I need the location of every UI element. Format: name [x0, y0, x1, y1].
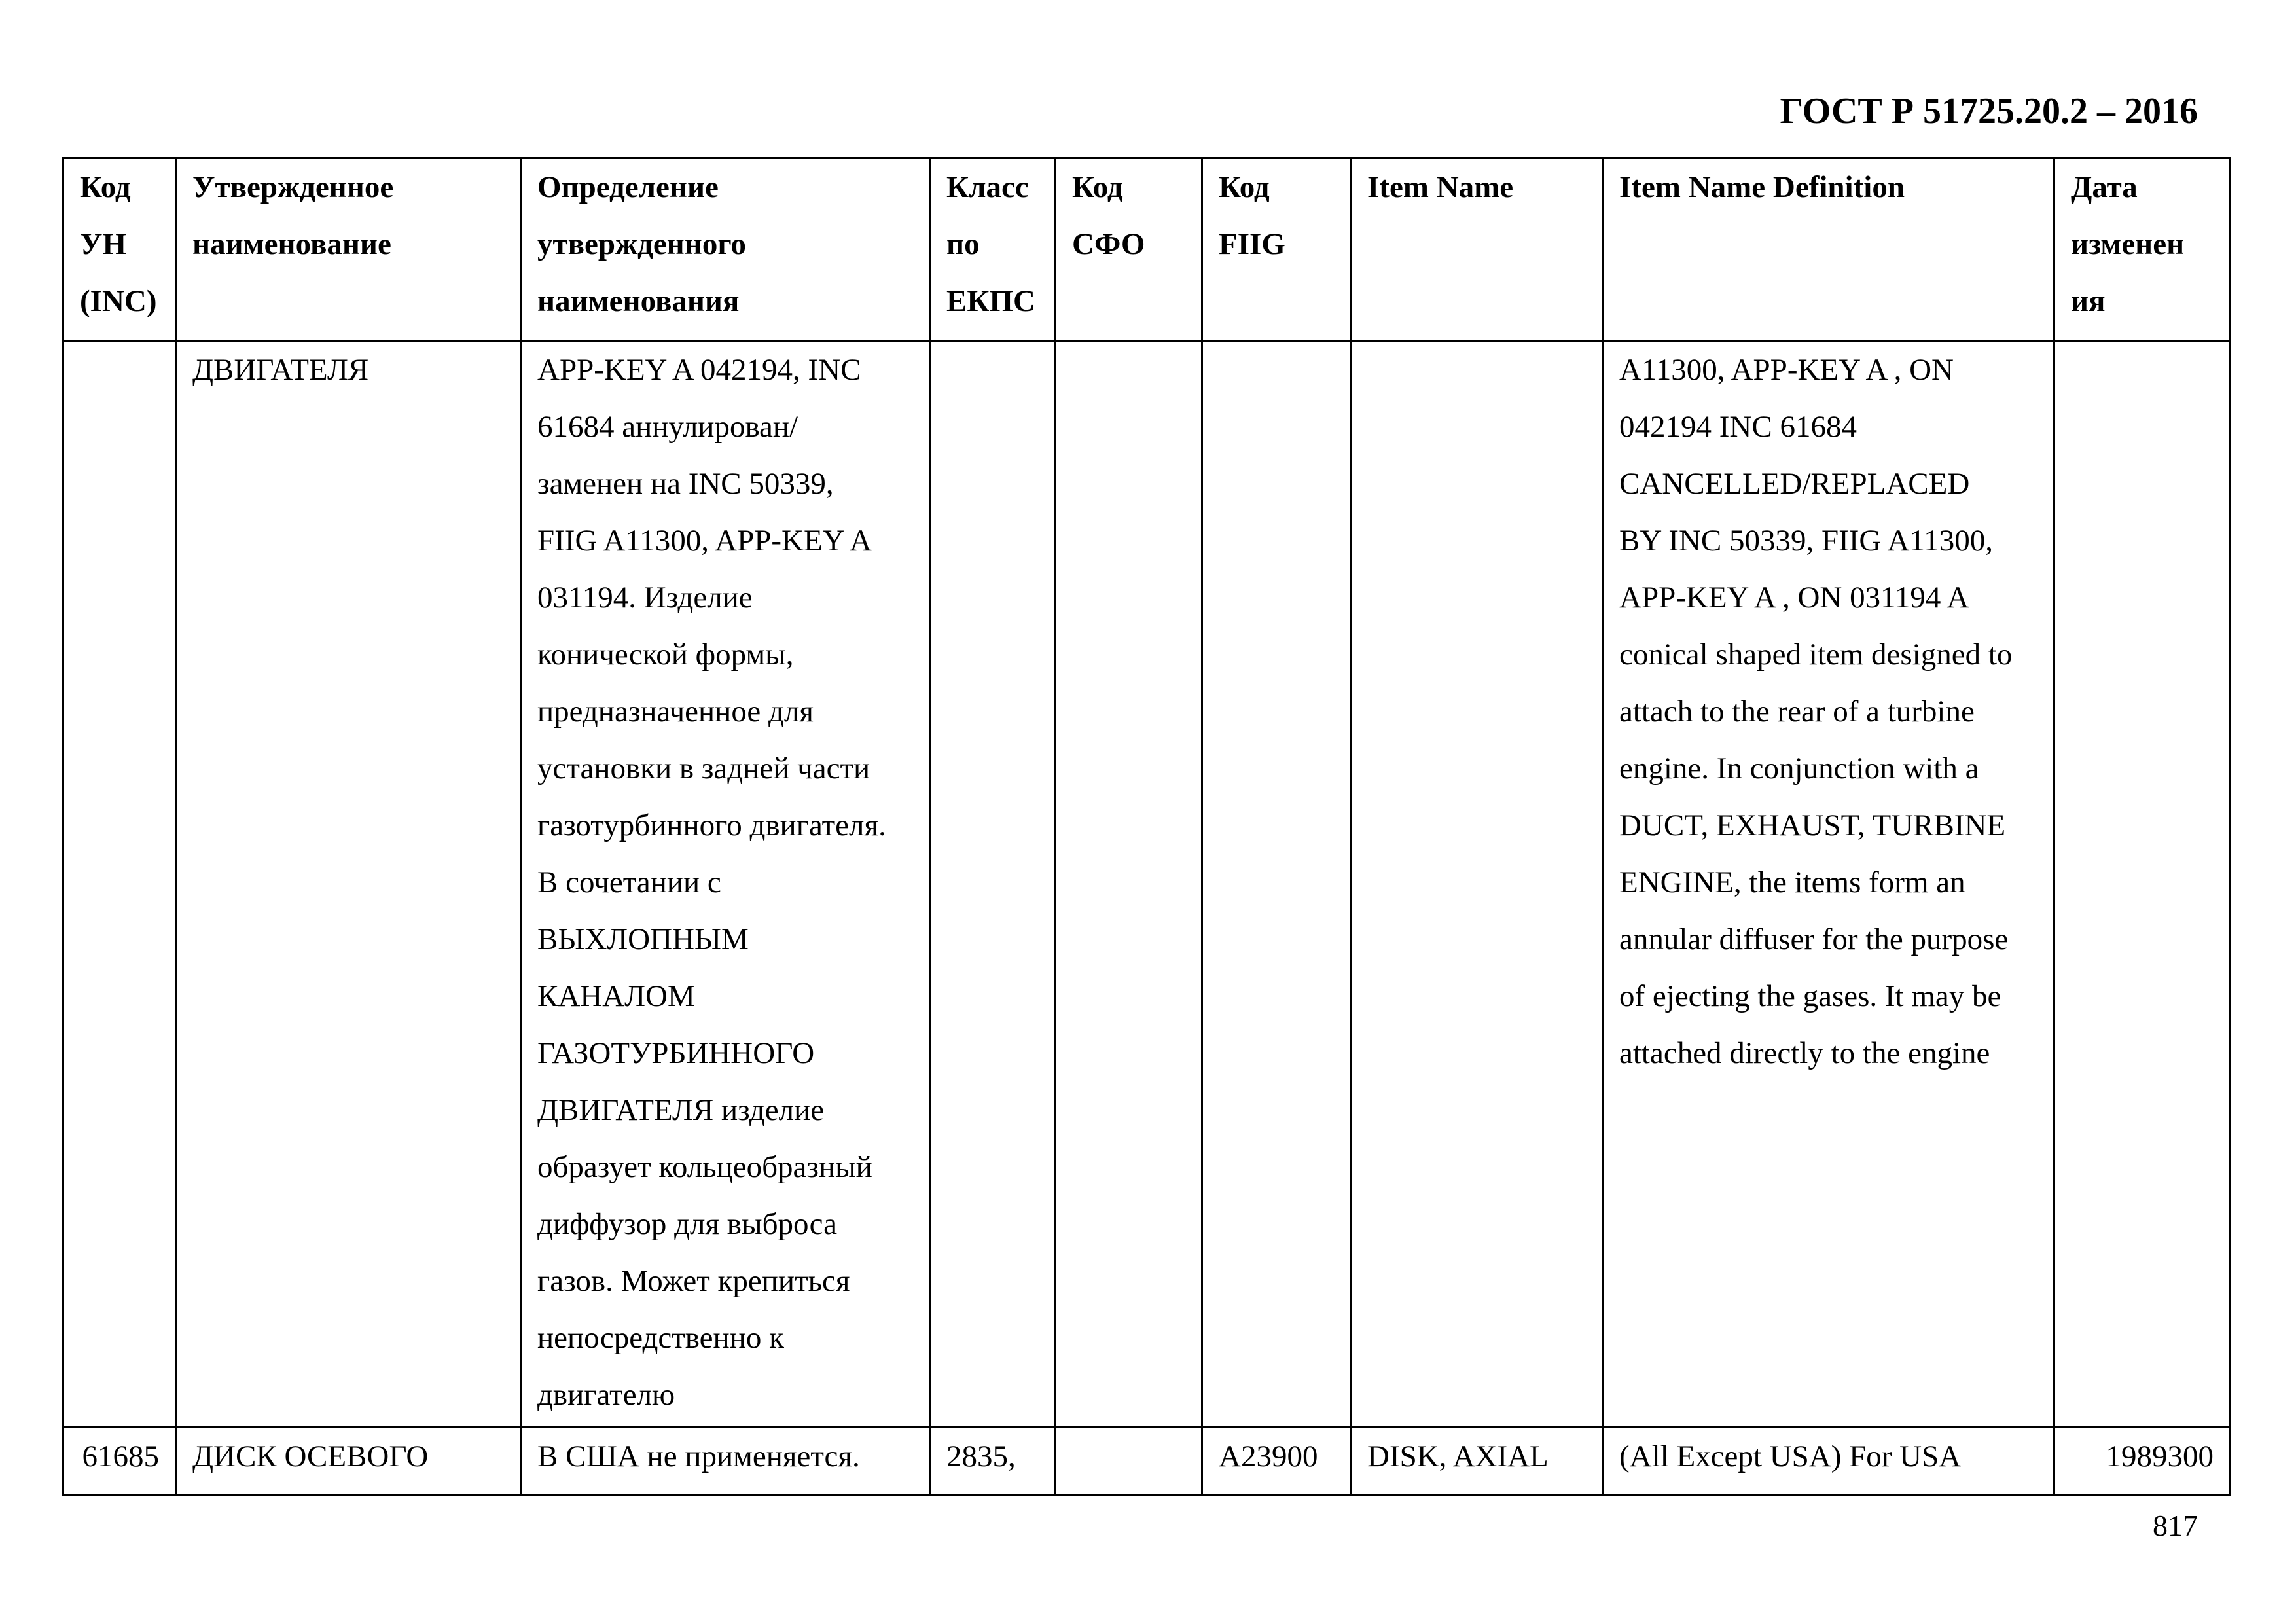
cell-class: 2835, — [930, 1428, 1056, 1495]
cell-sfo-code — [1056, 341, 1202, 1428]
cell-sfo-code — [1056, 1428, 1202, 1495]
column-header-inc: Код УН (INC) — [63, 158, 176, 341]
cell-item-name: DISK, AXIAL — [1351, 1428, 1603, 1495]
column-header-class: Класс по ЕКПС — [930, 158, 1056, 341]
cell-item-name-definition: A11300, APP-KEY A , ON 042194 INC 61684 CANCELLED/REPLACED BY INC 50339, FIIG A11300, APP-KEY A , ON 031194 A conical shaped item designed to attach to the rear of a turbine engine. In conjunction with a DUCT, EXHAUST, TURBINE ENGINE, the items form an annular diffuser for the purpose of ejecting the gases. It may be attached directly to the engine — [1603, 341, 2054, 1428]
column-header-fiig-code: Код FIIG — [1202, 158, 1351, 341]
column-header-sfo-code: Код СФО — [1056, 158, 1202, 341]
table-header-row — [63, 158, 2231, 341]
document-standard-header: ГОСТ Р 51725.20.2 – 2016 — [1780, 91, 2198, 132]
cell-approved-name: ДИСК ОСЕВОГО — [176, 1428, 521, 1495]
cell-definition: В США не применяется. — [521, 1428, 930, 1495]
column-header-item-name: Item Name — [1351, 158, 1603, 341]
column-header-definition: Определение утвержденного наименования — [521, 158, 930, 341]
cell-change-date: 1989300 — [2054, 1428, 2231, 1495]
column-header-item-name-definition: Item Name Definition — [1603, 158, 2054, 341]
table-row — [63, 1428, 2231, 1495]
column-header-change-date: Дата изменен ия — [2054, 158, 2231, 341]
cell-change-date — [2054, 341, 2231, 1428]
cell-item-name — [1351, 341, 1603, 1428]
cell-inc: 61685 — [63, 1428, 176, 1495]
page-number: 817 — [2153, 1509, 2198, 1542]
cell-fiig-code — [1202, 341, 1351, 1428]
cell-inc — [63, 341, 176, 1428]
cell-approved-name: ДВИГАТЕЛЯ — [176, 341, 521, 1428]
cell-class — [930, 341, 1056, 1428]
cell-item-name-definition: (All Except USA) For USA — [1603, 1428, 2054, 1495]
table-row — [63, 341, 2231, 1428]
cell-definition: APP-KEY A 042194, INC 61684 аннулирован/ заменен на INC 50339, FIIG A11300, APP-KEY A 031194. Изделие конической формы, предназначенное для установки в задней части газотурбинного двигателя. В сочетании с ВЫХЛОПНЫМ КАНАЛОМ ГАЗОТУРБИННОГО ДВИГАТЕЛЯ изделие образует кольцеобразный диффузор для выброса газов. Может крепиться непосредственно к двигателю — [521, 341, 930, 1428]
cell-fiig-code: A23900 — [1202, 1428, 1351, 1495]
column-header-approved-name: Утвержденное наименование — [176, 158, 521, 341]
nomenclature-table — [62, 157, 2231, 1496]
